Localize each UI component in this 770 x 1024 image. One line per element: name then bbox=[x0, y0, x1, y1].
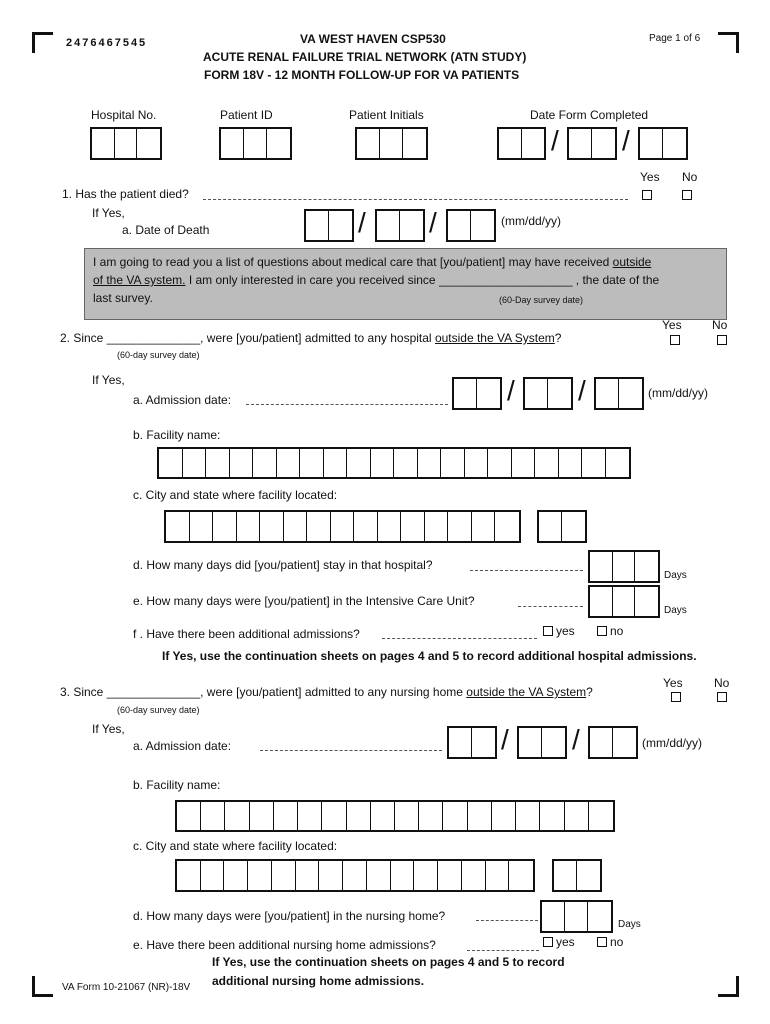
q3-facility-name-field[interactable] bbox=[175, 800, 615, 832]
notice-text: I am going to read you a list of questions about medical care that [you/patient] may have received bbox=[93, 255, 613, 269]
date-separator: / bbox=[572, 724, 580, 755]
date-separator: / bbox=[551, 125, 559, 156]
death-date-day[interactable] bbox=[375, 209, 425, 242]
q3-state-field[interactable] bbox=[552, 859, 602, 892]
q3-nursing-days-field[interactable] bbox=[540, 900, 613, 933]
q3e-yes-label: yes bbox=[556, 935, 575, 949]
q3-no-checkbox[interactable] bbox=[717, 692, 727, 702]
interviewer-notice bbox=[84, 248, 727, 320]
form-title-2: ACUTE RENAL FAILURE TRIAL NETWORK (ATN STUDY) bbox=[203, 50, 527, 64]
leader-line bbox=[203, 199, 628, 200]
corner-mark-bottom-right bbox=[718, 976, 739, 997]
notice-text: last survey. bbox=[93, 291, 153, 305]
q3a-label: a. Admission date: bbox=[133, 739, 232, 753]
q2-date-format: (mm/dd/yy) bbox=[648, 386, 708, 400]
q3e-no-checkbox[interactable] bbox=[597, 937, 607, 947]
q2-admission-month[interactable] bbox=[452, 377, 502, 410]
q2-no-checkbox[interactable] bbox=[717, 335, 727, 345]
leader-line bbox=[246, 404, 448, 405]
q3-continuation-note-2: additional nursing home admissions. bbox=[212, 974, 425, 988]
q3-date-format: (mm/dd/yy) bbox=[642, 736, 702, 750]
q3e-yes-checkbox[interactable] bbox=[543, 937, 553, 947]
q3-admission-month[interactable] bbox=[447, 726, 497, 759]
q2f-yes-checkbox[interactable] bbox=[543, 626, 553, 636]
death-date-year[interactable] bbox=[446, 209, 496, 242]
q3-city-field[interactable] bbox=[175, 859, 535, 892]
q3-no-header: No bbox=[714, 676, 730, 690]
q3-question: 3. Since ______________, were [you/patient] admitted to any nursing home outside the VA System? bbox=[60, 685, 593, 699]
q3e-no-label: no bbox=[610, 935, 624, 949]
q2-state-field[interactable] bbox=[537, 510, 587, 543]
form-number-footer: VA Form 10-21067 (NR)-18V bbox=[62, 982, 191, 993]
patient-initials-label: Patient Initials bbox=[349, 108, 424, 122]
date-separator: / bbox=[429, 207, 437, 238]
q3-days-unit: Days bbox=[618, 919, 641, 930]
q3b-label: b. Facility name: bbox=[133, 778, 221, 792]
leader-line bbox=[476, 920, 538, 921]
q3-admission-year[interactable] bbox=[588, 726, 638, 759]
q3-continuation-note-1: If Yes, use the continuation sheets on pages 4 and 5 to record bbox=[212, 955, 565, 969]
date-separator: / bbox=[507, 375, 515, 406]
date-separator: / bbox=[578, 375, 586, 406]
notice-emphasis: outside bbox=[612, 255, 652, 269]
form-title-1: VA WEST HAVEN CSP530 bbox=[300, 32, 446, 46]
q1a-label: a. Date of Death bbox=[122, 223, 210, 237]
patient-initials-field[interactable] bbox=[355, 127, 428, 160]
q1-date-format: (mm/dd/yy) bbox=[501, 214, 561, 228]
q2-yes-header: Yes bbox=[662, 318, 682, 332]
leader-line bbox=[518, 606, 583, 607]
q2-if-yes: If Yes, bbox=[92, 373, 125, 387]
q2e-label: e. How many days were [you/patient] in the Intensive Care Unit? bbox=[133, 594, 475, 608]
q3-date-caption: (60-day survey date) bbox=[117, 705, 200, 715]
form-title-3: FORM 18V - 12 MONTH FOLLOW-UP FOR VA PATIENTS bbox=[204, 68, 520, 82]
date-completed-label: Date Form Completed bbox=[530, 108, 649, 122]
corner-mark-top-right bbox=[718, 32, 739, 53]
q2-yes-checkbox[interactable] bbox=[670, 335, 680, 345]
q2c-label: c. City and state where facility located: bbox=[133, 488, 338, 502]
corner-mark-top-left bbox=[32, 32, 53, 53]
patient-id-field[interactable] bbox=[219, 127, 292, 160]
q2f-label: f . Have there been additional admissions? bbox=[133, 627, 360, 641]
q2-date-caption: (60-day survey date) bbox=[117, 350, 200, 360]
q2-continuation-note: If Yes, use the continuation sheets on pages 4 and 5 to record additional hospital admissions. bbox=[162, 649, 697, 663]
date-completed-year[interactable] bbox=[638, 127, 688, 160]
q2-no-header: No bbox=[712, 318, 728, 332]
q1-no-checkbox[interactable] bbox=[682, 190, 692, 200]
q2d-label: d. How many days did [you/patient] stay in that hospital? bbox=[133, 558, 433, 572]
page-number: Page 1 of 6 bbox=[649, 33, 701, 44]
q2f-no-label: no bbox=[610, 624, 624, 638]
q3-yes-header: Yes bbox=[663, 676, 683, 690]
leader-line bbox=[382, 638, 537, 639]
q1-no-header: No bbox=[682, 170, 698, 184]
notice-emphasis: of the VA system. bbox=[93, 273, 186, 287]
patient-id-label: Patient ID bbox=[220, 108, 273, 122]
q3-yes-checkbox[interactable] bbox=[671, 692, 681, 702]
death-date-month[interactable] bbox=[304, 209, 354, 242]
corner-mark-bottom-left bbox=[32, 976, 53, 997]
q2-question: 2. Since ______________, were [you/patient] admitted to any hospital outside the VA System? bbox=[60, 331, 562, 345]
q3-admission-day[interactable] bbox=[517, 726, 567, 759]
form-id: 2476467545 bbox=[66, 37, 148, 49]
date-separator: / bbox=[622, 125, 630, 156]
q2-days-unit: Days bbox=[664, 570, 687, 581]
q2f-no-checkbox[interactable] bbox=[597, 626, 607, 636]
hospital-no-field[interactable] bbox=[90, 127, 162, 160]
q2-days-unit: Days bbox=[664, 605, 687, 616]
date-completed-month[interactable] bbox=[497, 127, 546, 160]
notice-text: I am only interested in care you received since bbox=[185, 273, 439, 287]
q3e-label: e. Have there been additional nursing home admissions? bbox=[133, 938, 436, 952]
leader-line bbox=[260, 750, 442, 751]
leader-line bbox=[470, 570, 583, 571]
q2-admission-day[interactable] bbox=[523, 377, 573, 410]
q2a-label: a. Admission date: bbox=[133, 393, 232, 407]
q3d-label: d. How many days were [you/patient] in the nursing home? bbox=[133, 909, 446, 923]
q2f-yes-label: yes bbox=[556, 624, 575, 638]
survey-date-caption: (60-Day survey date) bbox=[499, 295, 584, 305]
survey-date-blank[interactable]: ____________________ bbox=[438, 273, 573, 287]
hospital-no-label: Hospital No. bbox=[91, 108, 157, 122]
q3-if-yes: If Yes, bbox=[92, 722, 125, 736]
q1-yes-header: Yes bbox=[640, 170, 660, 184]
q2-facility-name-field[interactable] bbox=[157, 447, 631, 479]
q2-hospital-days-field[interactable] bbox=[588, 550, 660, 583]
q2b-label: b. Facility name: bbox=[133, 428, 221, 442]
date-completed-day[interactable] bbox=[567, 127, 617, 160]
q1-question: 1. Has the patient died? bbox=[62, 187, 189, 201]
leader-line bbox=[467, 950, 539, 951]
q3c-label: c. City and state where facility located: bbox=[133, 839, 338, 853]
notice-text: , the date of the bbox=[572, 273, 660, 287]
date-separator: / bbox=[358, 207, 366, 238]
q1-yes-checkbox[interactable] bbox=[642, 190, 652, 200]
q2-icu-days-field[interactable] bbox=[588, 585, 660, 618]
q2-admission-year[interactable] bbox=[594, 377, 644, 410]
q2-city-field[interactable] bbox=[164, 510, 521, 543]
date-separator: / bbox=[501, 724, 509, 755]
q1-if-yes: If Yes, bbox=[92, 206, 125, 220]
